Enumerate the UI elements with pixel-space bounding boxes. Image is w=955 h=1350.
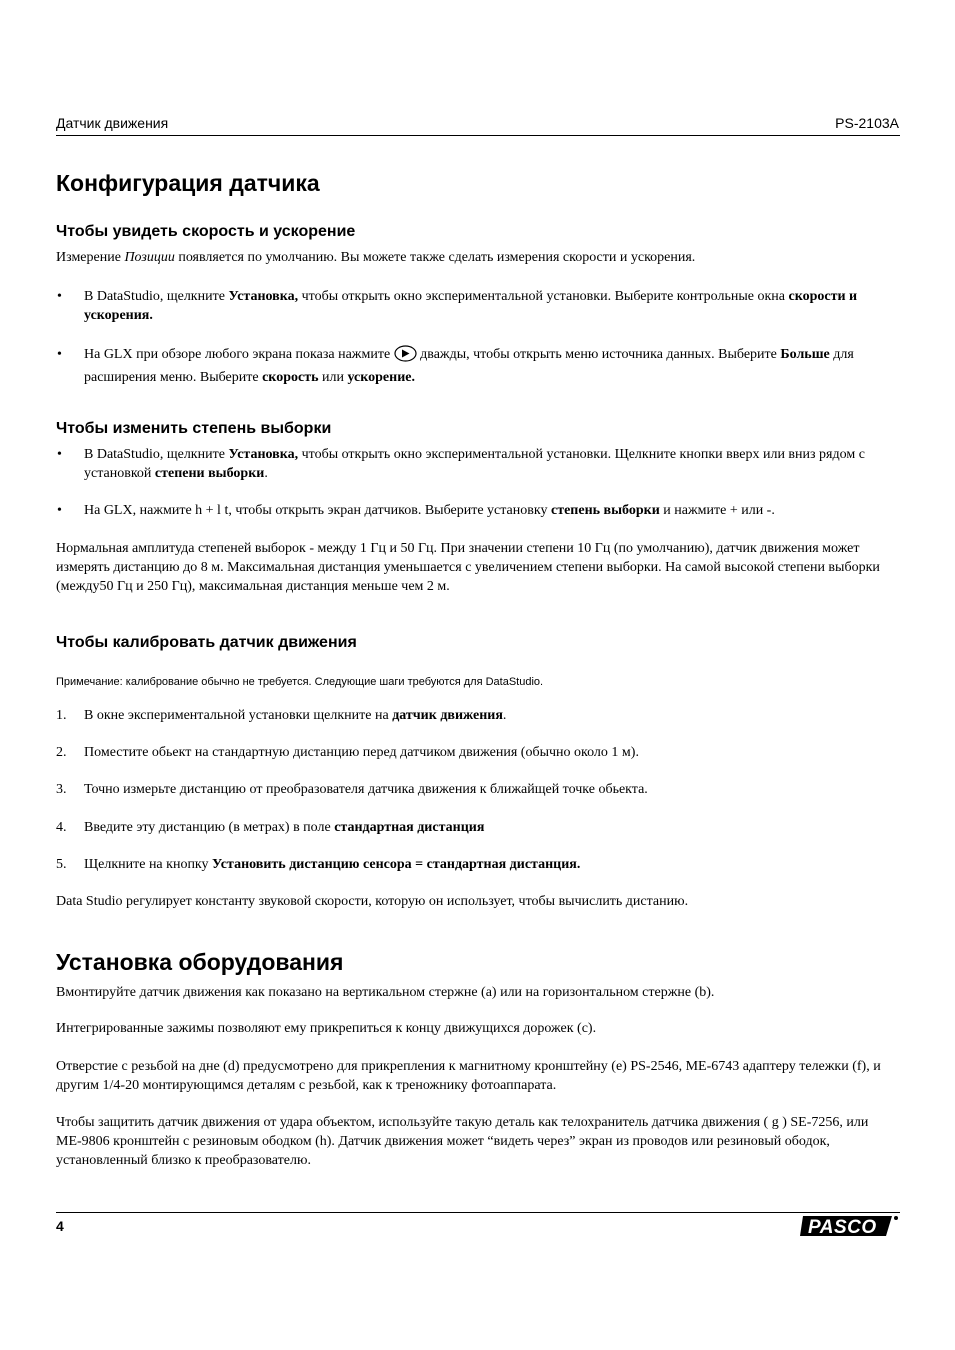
section-title-equipment-setup: Установка оборудования bbox=[56, 949, 344, 975]
pasco-logo bbox=[800, 1213, 900, 1239]
list-item-glx-sample-rate: На GLX, нажмите h + l t, чтобы открыть экран датчиков. Выберите установку степень выборки и нажмите + или -. bbox=[84, 503, 775, 518]
bullet-icon: • bbox=[57, 503, 62, 518]
step-number: 5. bbox=[56, 857, 67, 872]
step-item: В окне экспериментальной установки щелкните на датчик движения. bbox=[84, 708, 507, 723]
paragraph-mount: Вмонтируйте датчик движения как показано на вертикальном стержне (a) или на горизонтальном стержне (b). bbox=[56, 985, 715, 1000]
step-item: Точно измерьте дистанцию от преобразователя датчика движения к ближайщей точке обьекта. bbox=[84, 782, 648, 797]
step-item: Введите эту дистанцию (в метрах) в поле стандартная дистанция bbox=[84, 820, 485, 835]
step-item: Поместите обьект на стандартную дистанцию перед датчиком движения (обычно около 1 м). bbox=[84, 745, 639, 760]
step-number: 3. bbox=[56, 782, 67, 797]
step-number: 2. bbox=[56, 745, 67, 760]
section-title-configuration: Конфигурация датчика bbox=[56, 170, 320, 196]
subsection-title-sample-rate: Чтобы изменить степень выборки bbox=[56, 420, 332, 437]
list-item-datastudio-sample-rate: В DataStudio, щелкните Установка, чтобы открыть окно экспериментальной установки. Щелкните кнопки вверх или вниз рядом с установкой степени выборки. bbox=[84, 447, 865, 481]
footer-rule bbox=[56, 1212, 900, 1213]
running-header-title: Датчик движения bbox=[56, 115, 169, 131]
step-number: 1. bbox=[56, 708, 67, 723]
paragraph-protection: Чтобы защитить датчик движения от удара объектом, используйте такую деталь как телохранитель датчика движения ( g ) SE-7256, или ME-9806 кронштейн с резиновым ободком (h). Датчик движения может “видеть через” экран из проводов или резиновый ободок, установленный близко к преобразователю. bbox=[56, 1115, 869, 1168]
paragraph-sample-range: Нормальная амплитуда степеней выборок - между 1 Гц и 50 Гц. При значении степени 10 Гц (по умолчанию), датчик движения может измерять дистанцию до 8 м. Максимальная дистанция уменьшается с увеличением степени выборки. На самой высокой степени выборки (между50 Гц и 250 Гц), максимальная дистанция меньше чем 2 м. bbox=[56, 541, 880, 594]
paragraph-threaded-hole: Отверстие с резьбой на дне (d) предусмотрено для прикрепления к магнитному кронштейну (e) PS-2546, ME-6743 адаптеру тележки (f), и другим 1/4-20 монтирующимся деталям с резьбой, как к треножнику фотоаппарата. bbox=[56, 1059, 881, 1093]
play-button-icon bbox=[394, 345, 417, 368]
header-rule bbox=[56, 135, 900, 136]
calibration-note: Примечание: калибрование обычно не требуется. Следующие шаги требуются для DataStudio. bbox=[56, 676, 544, 688]
subsection-title-calibrate: Чтобы калибровать датчик движения bbox=[56, 634, 357, 651]
bullet-icon: • bbox=[57, 447, 62, 462]
bullet-icon: • bbox=[57, 347, 62, 362]
step-item: Щелкните на кнопку Установить дистанцию сенсора = стандартная дистанция. bbox=[84, 857, 581, 872]
list-item-datastudio-velocity: В DataStudio, щелкните Установка, чтобы открыть окно экспериментальной установки. Выберите контрольные окна скорости и ускорения. bbox=[84, 289, 858, 323]
paragraph-intro: Измерение Позиции появляется по умолчанию. Вы можете также сделать измерения скорости и ускорения. bbox=[56, 250, 696, 265]
page-number: 4 bbox=[56, 1218, 64, 1234]
bullet-icon: • bbox=[57, 289, 62, 304]
step-number: 4. bbox=[56, 820, 67, 835]
subsection-title-velocity: Чтобы увидеть скорость и ускорение bbox=[56, 223, 356, 240]
running-header-model: PS-2103A bbox=[835, 115, 899, 131]
paragraph-clamps: Интегрированные зажимы позволяют ему прикрепиться к концу движущихся дорожек (c). bbox=[56, 1021, 597, 1036]
list-item-glx-velocity: На GLX при обзоре любого экрана показа нажмите дважды, чтобы открыть меню источника данных. Выберите Больше для расширения меню. Выберите скорость или ускорение. bbox=[84, 347, 854, 385]
paragraph-datastudio-adjust: Data Studio регулирует константу звуковой скорости, которую он использует, чтобы вычислить дистанию. bbox=[56, 894, 689, 909]
logo-text: PASCO bbox=[808, 1217, 877, 1238]
